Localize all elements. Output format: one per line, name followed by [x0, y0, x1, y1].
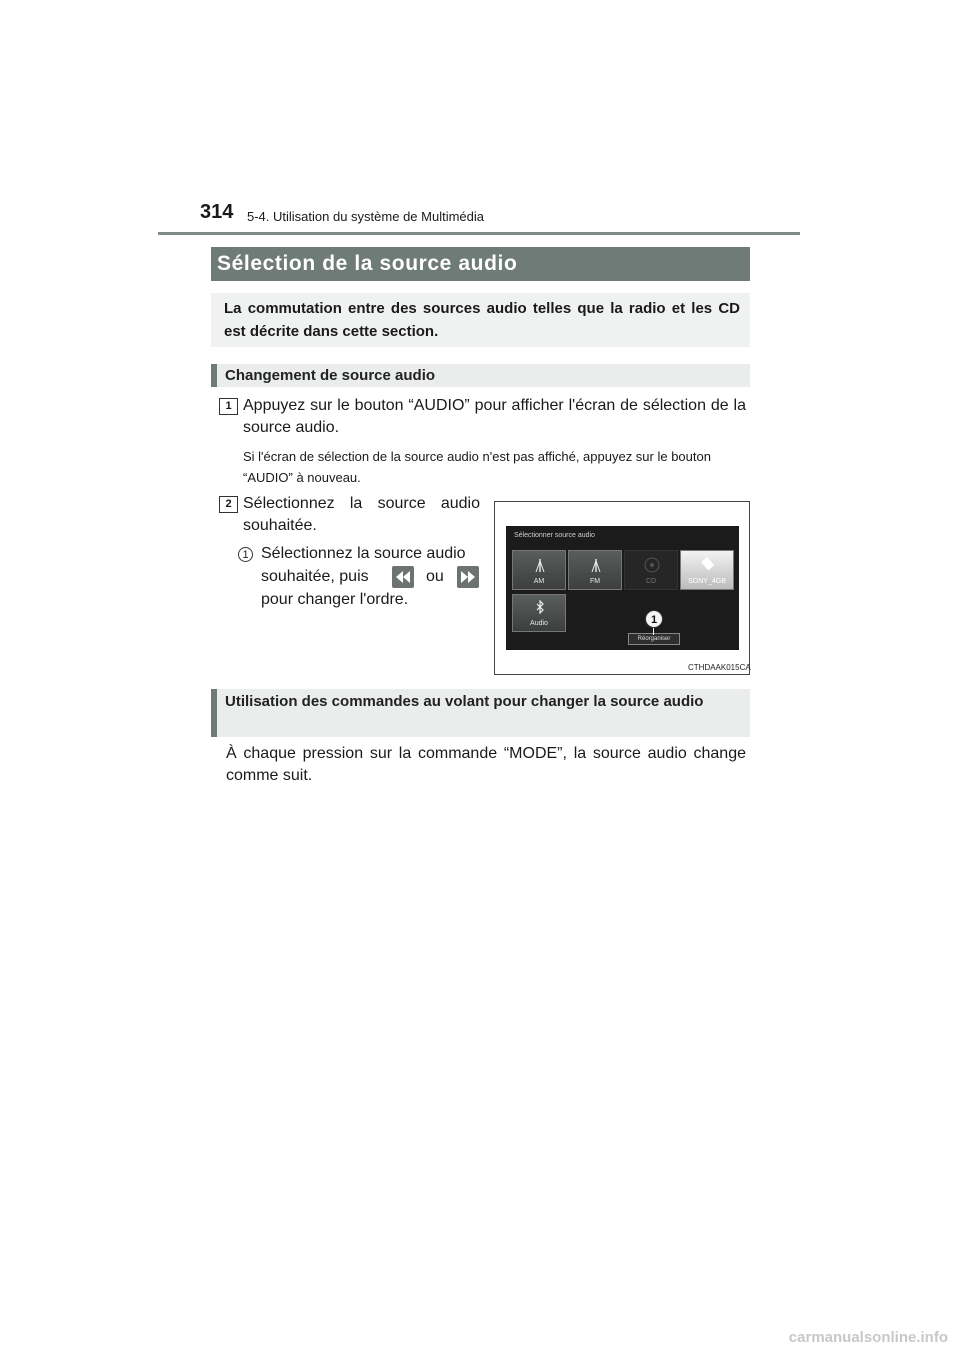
tile-bluetooth-audio[interactable]: Audio — [512, 594, 566, 632]
audio-source-screen — [506, 526, 739, 650]
section-title: Sélection de la source audio — [211, 247, 750, 281]
chapter-title: 5-4. Utilisation du système de Multimédia — [247, 209, 484, 224]
tile-usb[interactable]: SONY_4GB — [680, 550, 734, 590]
disc-icon — [644, 557, 660, 573]
page-number: 314 — [200, 201, 234, 223]
reorder-button[interactable]: Réorganiser — [628, 633, 680, 645]
intro-box: La commutation entre des sources audio telles que la radio et les CD est décrite dans cette section. — [211, 293, 750, 347]
step-1-badge: 1 — [219, 398, 238, 415]
sub-step-text-line1: Sélectionnez la source audio — [261, 545, 466, 562]
watermark-text: carmanualsonline.info — [788, 1329, 948, 1346]
step-1-text: Appuyez sur le bouton “AUDIO” pour afficher l'écran de sélection de la source audio. — [243, 397, 746, 436]
sub-step-text-line3: pour changer l'ordre. — [261, 591, 409, 608]
rewind-icon — [392, 566, 414, 588]
tile-fm[interactable]: FM — [568, 550, 622, 590]
sub-step-text-line2: souhaitée, puis — [261, 568, 369, 585]
antenna-icon — [590, 557, 602, 573]
screen-title: Sélectionner source audio — [514, 532, 595, 539]
antenna-icon — [534, 557, 546, 573]
step-2-text: Sélectionnez la source audio souhaitée. — [243, 495, 480, 534]
tile-cd[interactable]: CD — [624, 550, 678, 590]
steering-controls-text: À chaque pression sur la commande “MODE”, la source audio change comme suit. — [226, 745, 746, 784]
subsection-heading-change-source: Changement de source audio — [211, 364, 750, 387]
header-divider — [158, 232, 800, 235]
step-2-badge: 2 — [219, 496, 238, 513]
subsection-heading-steering-controls: Utilisation des commandes au volant pour changer la source audio — [211, 689, 750, 737]
callout-leader — [653, 627, 654, 635]
callout-1: 1 — [645, 610, 663, 628]
sub-step-1-badge: 1 — [238, 547, 253, 562]
sub-step-or: ou — [426, 568, 444, 585]
tile-am[interactable]: AM — [512, 550, 566, 590]
usb-icon — [701, 556, 715, 572]
figure-code: CTHDAAK015CA — [688, 663, 751, 672]
fast-forward-icon — [457, 566, 479, 588]
step-1-note: Si l'écran de sélection de la source audio n'est pas affiché, appuyez sur le bouton “AUDIO” à nouveau. — [243, 449, 711, 485]
bluetooth-icon — [535, 600, 545, 614]
